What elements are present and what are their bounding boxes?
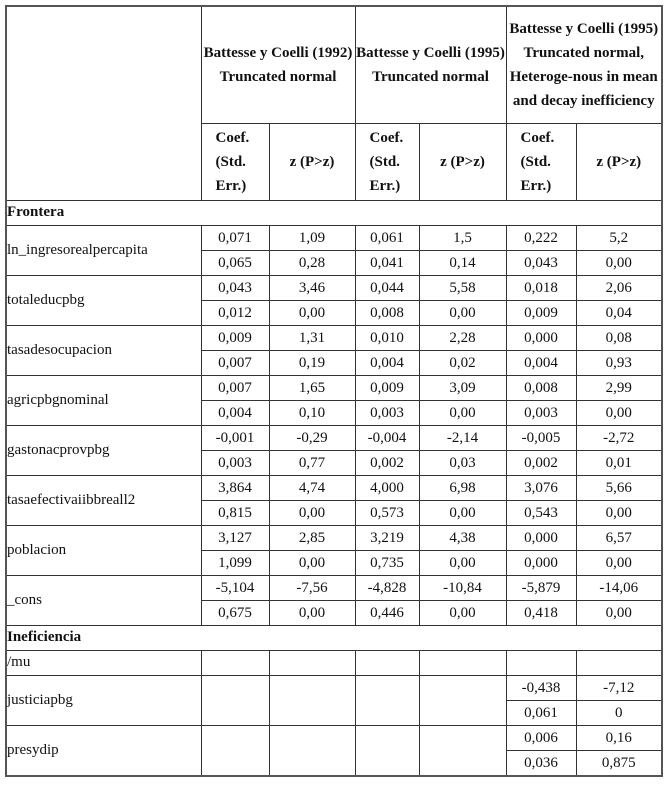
se-value: 0,061 bbox=[506, 700, 576, 725]
se-value: 0,00 bbox=[576, 550, 662, 575]
coef-value: 4,74 bbox=[269, 475, 355, 500]
coef-value: 0,043 bbox=[201, 275, 269, 300]
coef-value: -4,828 bbox=[355, 575, 419, 600]
se-value: 0,00 bbox=[269, 300, 355, 325]
empty-cell bbox=[269, 725, 355, 776]
variable-header-blank bbox=[6, 6, 201, 200]
coef-header: Coef. (Std. Err.) bbox=[506, 123, 576, 200]
table-row bbox=[6, 325, 662, 350]
coef-value: 3,127 bbox=[201, 525, 269, 550]
table-row bbox=[6, 725, 662, 750]
variable-name: _cons bbox=[6, 575, 201, 625]
se-value: 0,446 bbox=[355, 600, 419, 625]
se-value: 0,003 bbox=[506, 400, 576, 425]
variable-name: gastonacprovpbg bbox=[6, 425, 201, 475]
coef-value: 2,99 bbox=[576, 375, 662, 400]
z-header: z (P>z) bbox=[419, 123, 506, 200]
frontera-body bbox=[6, 225, 662, 625]
table-row bbox=[6, 525, 662, 550]
se-value: 0,815 bbox=[201, 500, 269, 525]
coef-value: 6,98 bbox=[419, 475, 506, 500]
coef-value: 0,16 bbox=[576, 725, 662, 750]
se-value: 0,009 bbox=[506, 300, 576, 325]
se-value: 0,77 bbox=[269, 450, 355, 475]
se-value: 0,28 bbox=[269, 250, 355, 275]
table-row bbox=[6, 575, 662, 600]
se-value: 0,065 bbox=[201, 250, 269, 275]
se-value: 0,573 bbox=[355, 500, 419, 525]
coef-value: 3,219 bbox=[355, 525, 419, 550]
coef-value: 4,000 bbox=[355, 475, 419, 500]
coef-value: 0,222 bbox=[506, 225, 576, 250]
se-value: 0,735 bbox=[355, 550, 419, 575]
se-value: 0,00 bbox=[576, 500, 662, 525]
coef-value: -0,005 bbox=[506, 425, 576, 450]
empty-cell bbox=[201, 725, 269, 776]
model-header-row bbox=[6, 6, 662, 123]
se-value: 0,19 bbox=[269, 350, 355, 375]
variable-name: tasadesocupacion bbox=[6, 325, 201, 375]
coef-value: -7,12 bbox=[576, 675, 662, 700]
se-value: 0,01 bbox=[576, 450, 662, 475]
coef-value: 1,09 bbox=[269, 225, 355, 250]
empty-cell bbox=[576, 650, 662, 675]
se-value: 0,000 bbox=[506, 550, 576, 575]
coef-value: 3,09 bbox=[419, 375, 506, 400]
empty-cell bbox=[269, 650, 355, 675]
model-header-1: Battesse y Coelli (1992) Truncated normal bbox=[201, 6, 355, 123]
se-value: 0,543 bbox=[506, 500, 576, 525]
se-value: 0,00 bbox=[419, 500, 506, 525]
section-title: Ineficiencia bbox=[6, 625, 662, 650]
model-header-3: Battesse y Coelli (1995) Truncated normal, Heteroge-nous in mean and decay inefficiency bbox=[506, 6, 662, 123]
coef-value: 5,58 bbox=[419, 275, 506, 300]
se-value: 0,008 bbox=[355, 300, 419, 325]
coef-value: 2,28 bbox=[419, 325, 506, 350]
regression-table bbox=[5, 5, 663, 777]
section-ineficiencia bbox=[6, 625, 662, 650]
se-value: 0,00 bbox=[576, 600, 662, 625]
se-value: 0 bbox=[576, 700, 662, 725]
coef-value: 0,010 bbox=[355, 325, 419, 350]
coef-value: -7,56 bbox=[269, 575, 355, 600]
se-value: 0,00 bbox=[269, 500, 355, 525]
variable-name: totaleducpbg bbox=[6, 275, 201, 325]
table-row bbox=[6, 425, 662, 450]
coef-value: 0,000 bbox=[506, 325, 576, 350]
se-value: 0,004 bbox=[355, 350, 419, 375]
coef-value: 0,018 bbox=[506, 275, 576, 300]
se-value: 0,036 bbox=[506, 750, 576, 776]
se-value: 0,007 bbox=[201, 350, 269, 375]
coef-value: 6,57 bbox=[576, 525, 662, 550]
coef-value: -0,438 bbox=[506, 675, 576, 700]
se-value: 0,00 bbox=[576, 250, 662, 275]
coef-value: 0,061 bbox=[355, 225, 419, 250]
coef-value: 0,000 bbox=[506, 525, 576, 550]
table-row bbox=[6, 225, 662, 250]
coef-value: -0,004 bbox=[355, 425, 419, 450]
variable-name: tasaefectivaiibbreall2 bbox=[6, 475, 201, 525]
se-value: 0,04 bbox=[576, 300, 662, 325]
coef-value: 3,864 bbox=[201, 475, 269, 500]
se-value: 0,003 bbox=[201, 450, 269, 475]
coef-value: -5,879 bbox=[506, 575, 576, 600]
se-value: 0,02 bbox=[419, 350, 506, 375]
coef-value: -0,29 bbox=[269, 425, 355, 450]
variable-name: presydip bbox=[6, 725, 201, 776]
table-row bbox=[6, 275, 662, 300]
se-value: 0,041 bbox=[355, 250, 419, 275]
coef-value: 3,076 bbox=[506, 475, 576, 500]
coef-value: 5,2 bbox=[576, 225, 662, 250]
mu-row bbox=[6, 650, 662, 675]
se-value: 0,93 bbox=[576, 350, 662, 375]
coef-value: 0,008 bbox=[506, 375, 576, 400]
coef-value: 4,38 bbox=[419, 525, 506, 550]
coef-header: Coef. (Std. Err.) bbox=[355, 123, 419, 200]
coef-value: 3,46 bbox=[269, 275, 355, 300]
se-value: 0,00 bbox=[576, 400, 662, 425]
se-value: 0,03 bbox=[419, 450, 506, 475]
section-frontera bbox=[6, 200, 662, 225]
coef-value: 1,31 bbox=[269, 325, 355, 350]
variable-name: justiciapbg bbox=[6, 675, 201, 725]
coef-value: 1,5 bbox=[419, 225, 506, 250]
empty-cell bbox=[506, 650, 576, 675]
empty-cell bbox=[269, 675, 355, 725]
coef-value: 0,009 bbox=[355, 375, 419, 400]
coef-value: 0,044 bbox=[355, 275, 419, 300]
coef-value: -5,104 bbox=[201, 575, 269, 600]
empty-cell bbox=[201, 650, 269, 675]
se-value: 0,00 bbox=[269, 550, 355, 575]
coef-value: -10,84 bbox=[419, 575, 506, 600]
coef-value: 2,85 bbox=[269, 525, 355, 550]
se-value: 0,00 bbox=[419, 400, 506, 425]
table-row bbox=[6, 375, 662, 400]
se-value: 0,10 bbox=[269, 400, 355, 425]
coef-value: 0,071 bbox=[201, 225, 269, 250]
model-header-2: Battesse y Coelli (1995) Truncated normal bbox=[355, 6, 506, 123]
se-value: 0,002 bbox=[506, 450, 576, 475]
se-value: 0,004 bbox=[201, 400, 269, 425]
z-header: z (P>z) bbox=[576, 123, 662, 200]
variable-name: poblacion bbox=[6, 525, 201, 575]
coef-value: 0,007 bbox=[201, 375, 269, 400]
section-title: Frontera bbox=[6, 200, 662, 225]
se-value: 0,875 bbox=[576, 750, 662, 776]
empty-cell bbox=[201, 675, 269, 725]
coef-value: -2,72 bbox=[576, 425, 662, 450]
ineficiencia-body bbox=[6, 675, 662, 776]
coef-value: 5,66 bbox=[576, 475, 662, 500]
variable-name: agricpbgnominal bbox=[6, 375, 201, 425]
se-value: 0,00 bbox=[269, 600, 355, 625]
empty-cell bbox=[355, 675, 419, 725]
coef-header: Coef. (Std. Err.) bbox=[201, 123, 269, 200]
coef-value: -2,14 bbox=[419, 425, 506, 450]
table-row bbox=[6, 675, 662, 700]
empty-cell bbox=[419, 725, 506, 776]
z-header: z (P>z) bbox=[269, 123, 355, 200]
se-value: 0,14 bbox=[419, 250, 506, 275]
se-value: 0,418 bbox=[506, 600, 576, 625]
se-value: 0,012 bbox=[201, 300, 269, 325]
empty-cell bbox=[355, 650, 419, 675]
coef-value: -14,06 bbox=[576, 575, 662, 600]
coef-value: 0,08 bbox=[576, 325, 662, 350]
se-value: 1,099 bbox=[201, 550, 269, 575]
se-value: 0,675 bbox=[201, 600, 269, 625]
se-value: 0,004 bbox=[506, 350, 576, 375]
mu-label: /mu bbox=[6, 650, 201, 675]
coef-value: 0,009 bbox=[201, 325, 269, 350]
se-value: 0,043 bbox=[506, 250, 576, 275]
se-value: 0,00 bbox=[419, 550, 506, 575]
empty-cell bbox=[355, 725, 419, 776]
se-value: 0,002 bbox=[355, 450, 419, 475]
coef-value: 2,06 bbox=[576, 275, 662, 300]
se-value: 0,003 bbox=[355, 400, 419, 425]
empty-cell bbox=[419, 650, 506, 675]
table-row bbox=[6, 475, 662, 500]
coef-value: 1,65 bbox=[269, 375, 355, 400]
coef-value: -0,001 bbox=[201, 425, 269, 450]
se-value: 0,00 bbox=[419, 600, 506, 625]
empty-cell bbox=[419, 675, 506, 725]
variable-name: ln_ingresorealpercapita bbox=[6, 225, 201, 275]
se-value: 0,00 bbox=[419, 300, 506, 325]
coef-value: 0,006 bbox=[506, 725, 576, 750]
